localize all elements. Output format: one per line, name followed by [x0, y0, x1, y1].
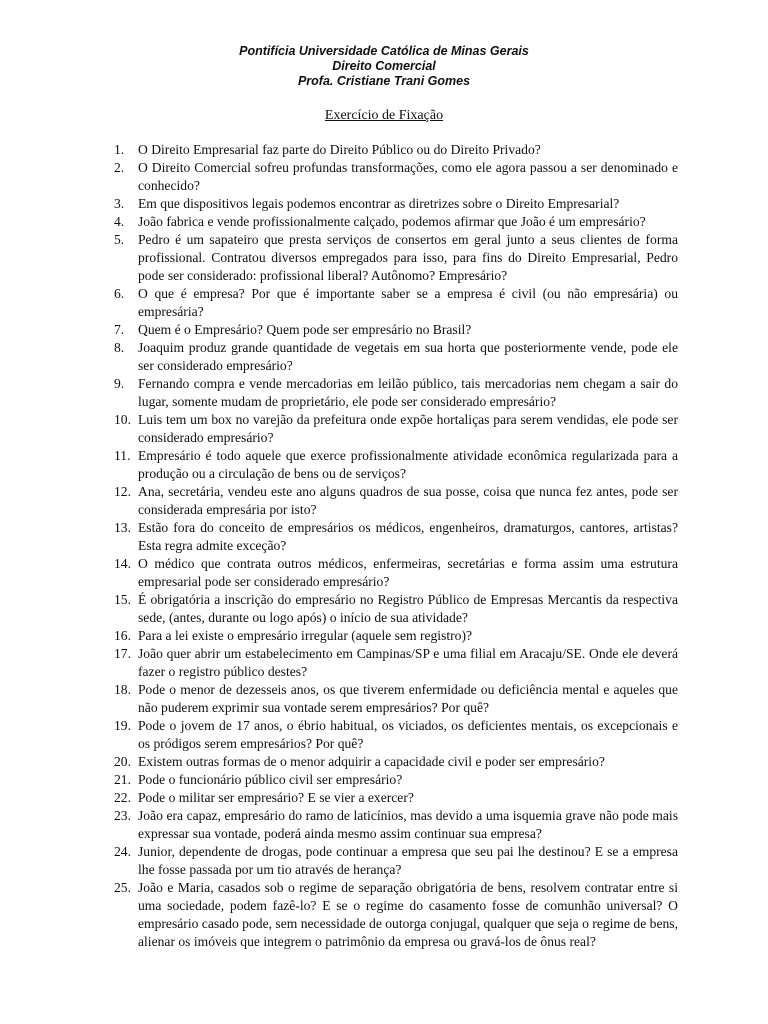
question-text: Pode o jovem de 17 anos, o ébrio habitual, os viciados, os deficientes mentais, os excepcionais e os pródigos serem empresários? Por quê?	[138, 718, 678, 751]
question-number: 9.	[114, 376, 125, 391]
question-text: Luis tem um box no varejão da prefeitura onde expõe hortaliças para serem vendidas, ele pode ser considerado empresário?	[138, 412, 678, 445]
question-item	[0, 879, 678, 951]
question-item	[0, 339, 678, 375]
question-item	[0, 717, 678, 753]
question-item	[0, 411, 678, 447]
question-text: O Direito Empresarial faz parte do Direito Público ou do Direito Privado?	[138, 142, 541, 157]
question-item	[0, 195, 678, 213]
question-text: João era capaz, empresário do ramo de laticínios, mas devido a uma isquemia grave não pode mais expressar sua vontade, poderá ainda mesmo assim continuar sua empresa?	[138, 808, 678, 841]
question-text: Ana, secretária, vendeu este ano alguns quadros de sua posse, coisa que nunca fez antes, pode ser considerada empresária por isto?	[138, 484, 678, 517]
question-text: O médico que contrata outros médicos, enfermeiras, secretárias e forma assim uma estrutura empresarial pode ser considerado empresário?	[138, 556, 678, 589]
question-item	[0, 213, 678, 231]
question-number: 17.	[114, 646, 131, 661]
question-number: 16.	[114, 628, 131, 643]
university-name: Pontifícia Universidade Católica de Minas Gerais	[239, 44, 529, 58]
question-number: 12.	[114, 484, 131, 499]
question-item	[0, 771, 678, 789]
question-item	[0, 519, 678, 555]
professor-name: Profa. Cristiane Trani Gomes	[297, 74, 471, 88]
question-text: Empresário é todo aquele que exerce profissionalmente atividade econômica regularizada para a produção ou a circulação de bens ou de serviços?	[138, 448, 678, 481]
question-item	[0, 753, 678, 771]
question-number: 8.	[114, 340, 125, 355]
question-number: 11.	[114, 448, 131, 463]
question-number: 1.	[114, 142, 125, 157]
question-text: Pode o militar ser empresário? E se vier a exercer?	[138, 790, 414, 805]
question-item	[0, 483, 678, 519]
question-text: O Direito Comercial sofreu profundas transformações, como ele agora passou a ser denominado e conhecido?	[138, 160, 678, 193]
question-text: Junior, dependente de drogas, pode continuar a empresa que seu pai lhe destinou? E se a empresa lhe fosse passada por um tio através de herança?	[138, 844, 678, 877]
question-text: João e Maria, casados sob o regime de separação obrigatória de bens, resolvem contratar entre si uma sociedade, podem fazê-lo? E se o regime do casamento fosse de comunhão universal? O empresário casado pode, sem necessidade de outorga conjugal, qualquer que seja o regime de bens, alienar os imóveis que integrem o patrimônio da empresa ou gravá-los de ônus real?	[138, 880, 678, 949]
question-text: Em que dispositivos legais podemos encontrar as diretrizes sobre o Direito Empresarial?	[138, 196, 620, 211]
question-item	[0, 591, 678, 627]
exercise-title	[0, 107, 768, 124]
question-item	[0, 843, 678, 879]
document-header	[0, 44, 768, 89]
question-item	[0, 555, 678, 591]
question-number: 5.	[114, 232, 125, 247]
question-list	[0, 141, 768, 951]
question-number: 22.	[114, 790, 131, 805]
question-number: 13.	[114, 520, 131, 535]
question-text: João fabrica e vende profissionalmente calçado, podemos afirmar que João é um empresário?	[138, 214, 646, 229]
question-number: 18.	[114, 682, 131, 697]
question-text: Pedro é um sapateiro que presta serviços de consertos em geral junto a seus clientes de forma profissional. Contratou diversos empregados para isso, para fins do Direito Empresarial, Pedro pode ser considerado: profissional liberal? Autônomo? Empresário?	[138, 232, 678, 283]
question-number: 19.	[114, 718, 131, 733]
exercise-title-text: Exercício de Fixação	[324, 108, 444, 123]
question-number: 7.	[114, 322, 125, 337]
question-item	[0, 645, 678, 681]
question-item	[0, 807, 678, 843]
question-number: 25.	[114, 880, 131, 895]
question-item	[0, 159, 678, 195]
question-text: Para a lei existe o empresário irregular (aquele sem registro)?	[138, 628, 473, 643]
question-item	[0, 681, 678, 717]
question-text: O que é empresa? Por que é importante saber se a empresa é civil (ou não empresária) ou empresária?	[138, 286, 678, 319]
question-text: Quem é o Empresário? Quem pode ser empresário no Brasil?	[138, 322, 472, 337]
question-text: Fernando compra e vende mercadorias em leilão público, tais mercadorias nem chegam a sair do lugar, somente mudam de proprietário, ele pode ser considerado empresário?	[138, 376, 678, 409]
question-item	[0, 447, 678, 483]
question-text: Pode o menor de dezesseis anos, os que tiverem enfermidade ou deficiência mental e aqueles que não puderem exprimir sua vontade serem empresários? Por quê?	[138, 682, 678, 715]
question-number: 2.	[114, 160, 125, 175]
question-number: 24.	[114, 844, 131, 859]
question-text: Pode o funcionário público civil ser empresário?	[138, 772, 403, 787]
question-text: Joaquim produz grande quantidade de vegetais em sua horta que posteriormente vende, pode ele ser considerado empresário?	[138, 340, 678, 373]
question-item	[0, 141, 678, 159]
question-number: 3.	[114, 196, 125, 211]
question-number: 14.	[114, 556, 131, 571]
question-text: Estão fora do conceito de empresários os médicos, engenheiros, dramaturgos, cantores, artistas? Esta regra admite exceção?	[138, 520, 678, 553]
question-text: É obrigatória a inscrição do empresário no Registro Público de Empresas Mercantis da respectiva sede, (antes, durante ou logo após) o início de sua atividade?	[138, 592, 678, 625]
question-item	[0, 627, 678, 645]
question-number: 23.	[114, 808, 131, 823]
question-item	[0, 375, 678, 411]
question-item	[0, 321, 678, 339]
course-name: Direito Comercial	[332, 59, 436, 73]
question-number: 4.	[114, 214, 125, 229]
question-number: 21.	[114, 772, 131, 787]
question-number: 20.	[114, 754, 131, 769]
question-number: 6.	[114, 286, 125, 301]
question-item	[0, 789, 678, 807]
question-text: João quer abrir um estabelecimento em Campinas/SP e uma filial em Aracaju/SE. Onde ele deverá fazer o registro público destes?	[138, 646, 678, 679]
question-item	[0, 231, 678, 285]
question-item	[0, 285, 678, 321]
question-text: Existem outras formas de o menor adquirir a capacidade civil e poder ser empresário?	[138, 754, 605, 769]
question-number: 15.	[114, 592, 131, 607]
question-number: 10.	[114, 412, 131, 427]
